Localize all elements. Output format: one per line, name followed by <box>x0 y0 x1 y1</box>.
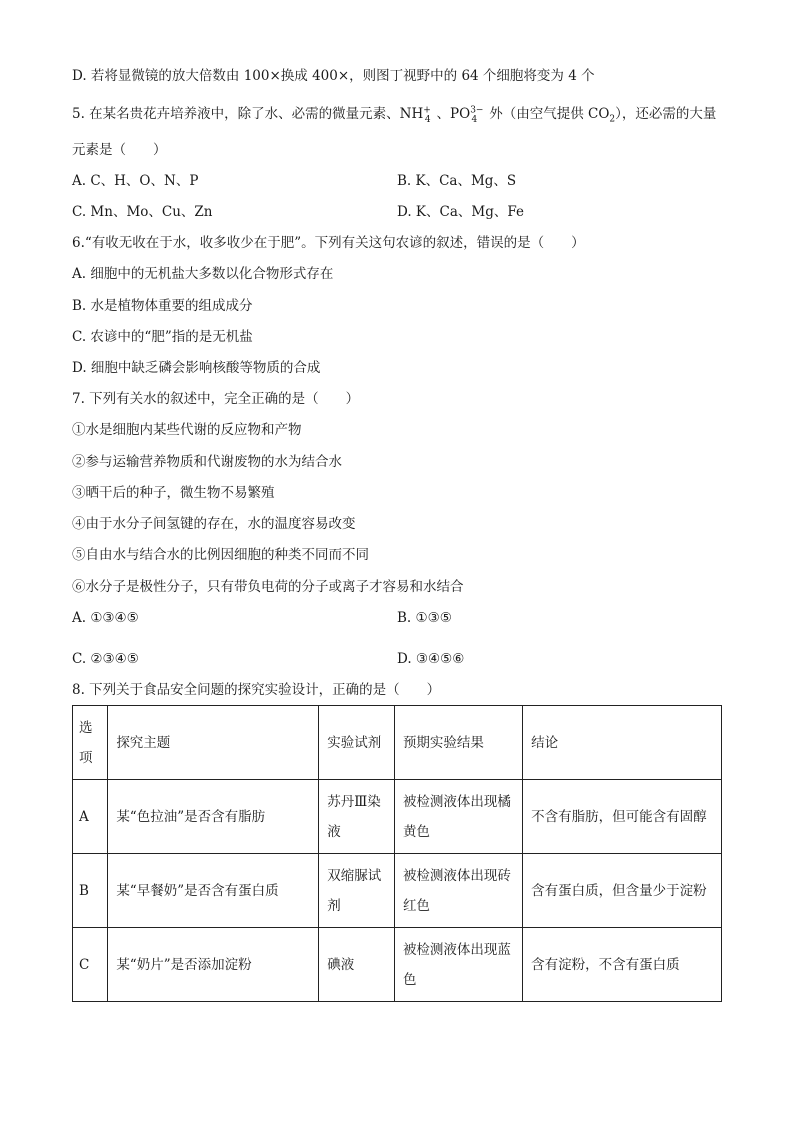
table-cell: 碘液 <box>319 928 395 1002</box>
table-row <box>73 780 722 854</box>
q8-stem: 8. 下列关于食品安全问题的探究实验设计，正确的是（ ） <box>72 682 441 698</box>
table-cell: C <box>73 928 108 1002</box>
table-cell: 被检测液体出现砖红色 <box>394 854 522 928</box>
q7-stem: 7. 下列有关水的叙述中，完全正确的是（ ） <box>72 391 360 407</box>
q7-option-a: A. ①③④⑤ <box>72 610 139 626</box>
header-cell: 探究主题 <box>108 706 319 780</box>
table-header-row <box>73 706 722 780</box>
q6-option-a: A. 细胞中的无机盐大多数以化合物形式存在 <box>72 266 334 282</box>
q5-option-a: A. C、H、O、N、P <box>72 173 199 189</box>
experiment-table <box>72 705 722 1002</box>
table-cell: 苏丹Ⅲ染液 <box>319 780 395 854</box>
header-cell: 选项 <box>73 706 108 780</box>
table-cell: 被检测液体出现橘黄色 <box>394 780 522 854</box>
q7-statement-4: ④由于水分子间氢键的存在，水的温度容易改变 <box>72 516 356 532</box>
table-cell: 双缩脲试剂 <box>319 854 395 928</box>
header-cell: 预期实验结果 <box>394 706 522 780</box>
table-cell: 某“早餐奶”是否含有蛋白质 <box>108 854 319 928</box>
table-cell: 某“色拉油”是否含有脂肪 <box>108 780 319 854</box>
q4-option-d: D. 若将显微镜的放大倍数由 100×换成 400×，则图丁视野中的 64 个细胞将变为 4 个 <box>72 68 595 84</box>
q6-option-d: D. 细胞中缺乏磷会影响核酸等物质的合成 <box>72 360 321 376</box>
co2-subscript: 2 <box>609 114 616 125</box>
q7-option-d: D. ③④⑤⑥ <box>397 651 465 667</box>
q7-statement-1: ①水是细胞内某些代谢的反应物和产物 <box>72 422 302 438</box>
q6-option-c: C. 农谚中的“肥”指的是无机盐 <box>72 329 253 345</box>
table-cell: 含有淀粉，不含有蛋白质 <box>523 928 722 1002</box>
phosphate-script: $^{3-}_4$ <box>470 105 484 125</box>
table-cell: 含有蛋白质，但含量少于淀粉 <box>523 854 722 928</box>
q7-option-c: C. ②③④⑤ <box>72 651 139 667</box>
table-cell: 某“奶片”是否添加淀粉 <box>108 928 319 1002</box>
q7-statement-5: ⑤自由水与结合水的比例因细胞的种类不同而不同 <box>72 547 369 563</box>
header-cell: 结论 <box>523 706 722 780</box>
table-cell: 不含有脂肪，但可能含有固醇 <box>523 780 722 854</box>
q7-statement-2: ②参与运输营养物质和代谢废物的水为结合水 <box>72 454 342 470</box>
table-row <box>73 928 722 1002</box>
q5-option-c: C. Mn、Mo、Cu、Zn <box>72 204 213 220</box>
table-cell: 被检测液体出现蓝色 <box>394 928 522 1002</box>
q5-stem-sep: 、PO <box>436 106 471 122</box>
q5-stem <box>72 104 716 124</box>
q5-stem-line2: 元素是（ ） <box>72 142 167 158</box>
q7-option-b: B. ①③⑤ <box>397 610 452 626</box>
q5-stem-tail: ），还必需的大量 <box>615 106 717 122</box>
q5-stem-pre: 5. 在某名贵花卉培养液中，除了水、必需的微量元素、NH <box>72 106 424 122</box>
q5-option-b: B. K、Ca、Mg、S <box>397 173 517 189</box>
q5-stem-post: 外（由空气提供 CO <box>489 106 610 122</box>
q7-statement-3: ③晒干后的种子，微生物不易繁殖 <box>72 485 275 501</box>
q6-stem: 6.“有收无收在于水，收多收少在于肥”。下列有关这句农谚的叙述，错误的是（ ） <box>72 235 585 251</box>
q6-option-b: B. 水是植物体重要的组成成分 <box>72 298 253 314</box>
q5-option-d: D. K、Ca、Mg、Fe <box>397 204 524 220</box>
table-cell: A <box>73 780 108 854</box>
table-cell: B <box>73 854 108 928</box>
table-row <box>73 854 722 928</box>
header-cell: 实验试剂 <box>319 706 395 780</box>
ammonium-script: +$_4$ <box>423 105 431 125</box>
q7-statement-6: ⑥水分子是极性分子，只有带负电荷的分子或离子才容易和水结合 <box>72 579 464 595</box>
